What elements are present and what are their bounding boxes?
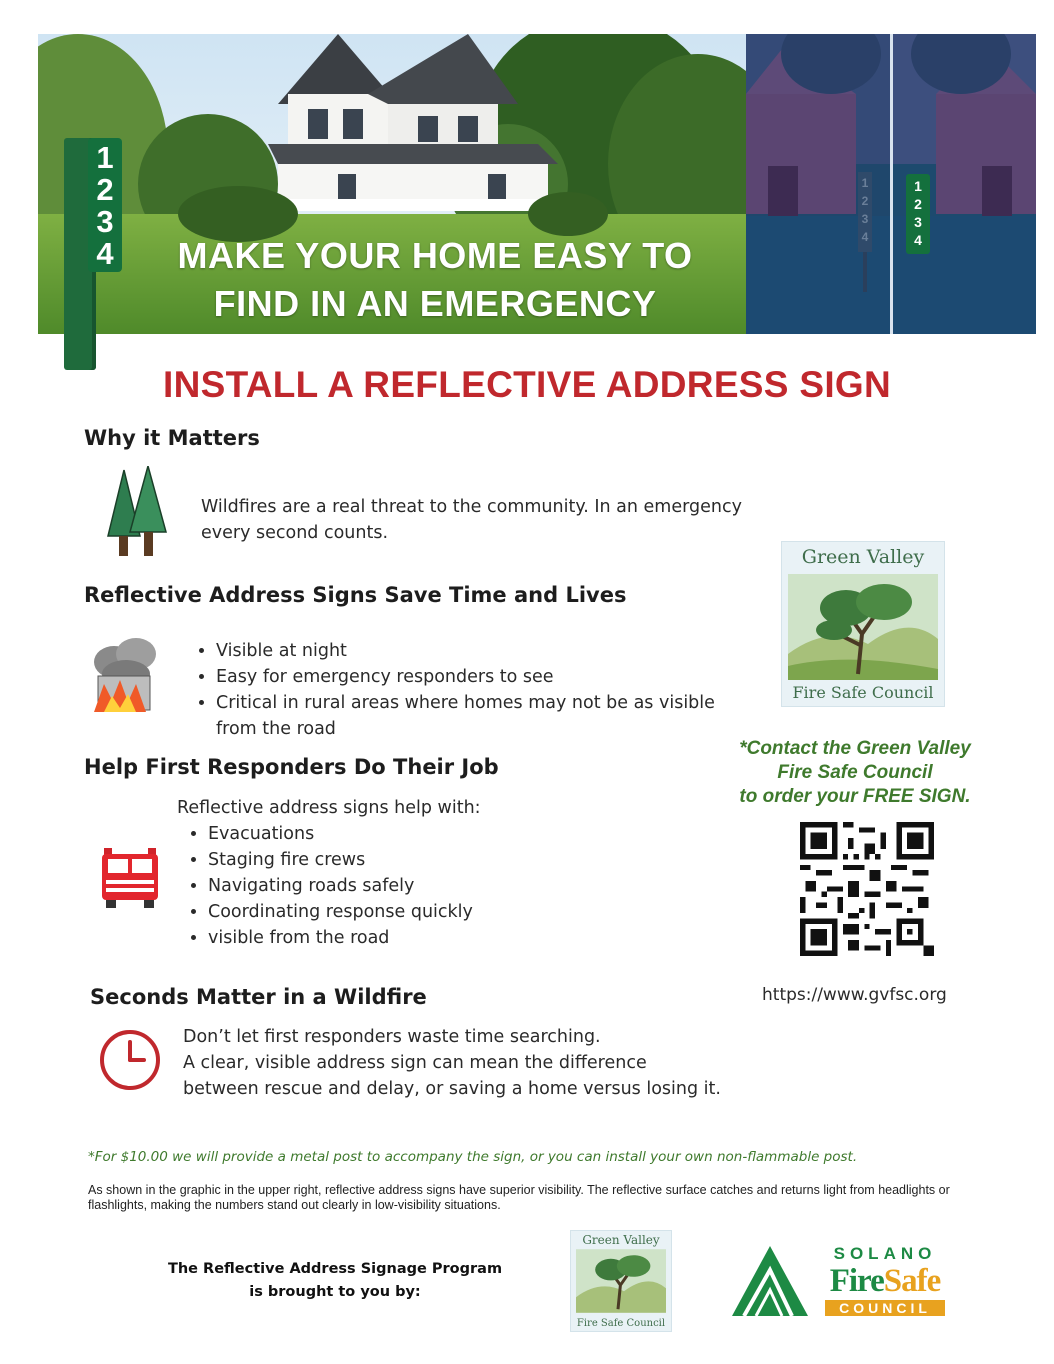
- sign-digit: 2: [96, 172, 114, 207]
- qr-code[interactable]: [800, 822, 934, 960]
- green-valley-logo: [781, 541, 945, 707]
- list-item: • Coordinating response quickly: [208, 899, 606, 925]
- solano-fire-safe-council-logo: [820, 1244, 950, 1316]
- help-bullet-list: [186, 821, 606, 951]
- list-item: • Critical in rural areas where homes may not be as visible from the road: [216, 690, 736, 742]
- council-wordmark: COUNCIL: [825, 1300, 945, 1316]
- contact-callout: [716, 737, 994, 809]
- help-heading: Help First Responders Do Their Job: [84, 755, 499, 779]
- why-text: [201, 494, 781, 546]
- hero-title: [110, 232, 760, 328]
- svg-text:2: 2: [914, 196, 922, 212]
- svg-text:2: 2: [861, 194, 869, 208]
- list-item: • visible from the road: [208, 925, 606, 951]
- sign-digit: 1: [96, 140, 114, 175]
- help-intro: Reflective address signs help with:: [177, 798, 481, 818]
- fire-truck-icon: [100, 846, 160, 914]
- safe-word: Safe: [883, 1263, 941, 1299]
- oak-tree-illustration: [788, 574, 938, 680]
- oak-tree-illustration: [576, 1249, 666, 1313]
- night-houses-illustration: [746, 34, 1036, 334]
- hero-title-line1: MAKE YOUR HOME EASY TO: [177, 235, 693, 276]
- why-text-line1: Wildfires are a real threat to the community. In an emergency: [201, 497, 742, 517]
- sign-digit: 4: [96, 236, 114, 271]
- green-valley-logo-small: [570, 1230, 672, 1332]
- post-footnote: *For $10.00 we will provide a metal post to accompany the sign, or you can install your own non-flammable post.: [88, 1149, 858, 1165]
- seconds-text: [183, 1024, 763, 1102]
- sign-digit: 3: [96, 204, 114, 239]
- save-bullet-list: [194, 638, 754, 742]
- clock-icon: [98, 1028, 162, 1096]
- hero-title-line2: FIND IN AN EMERGENCY: [213, 283, 657, 324]
- svg-text:1: 1: [914, 178, 922, 194]
- solano-triangle-logo-icon: [730, 1244, 820, 1320]
- firesafe-wordmark: [820, 1264, 950, 1298]
- list-item: • Evacuations: [208, 821, 606, 847]
- list-item: • Easy for emergency responders to see: [216, 664, 754, 690]
- pine-trees-icon: [104, 466, 170, 562]
- logo-title: Green Valley: [801, 546, 925, 568]
- seconds-line2: A clear, visible address sign can mean the difference: [183, 1053, 647, 1073]
- svg-text:4: 4: [861, 230, 869, 244]
- seconds-line3: between rescue and delay, or saving a home versus losing it.: [183, 1079, 721, 1099]
- credit-line1: The Reflective Address Signage Program: [167, 1261, 503, 1277]
- svg-text:3: 3: [914, 214, 922, 230]
- save-heading: Reflective Address Signs Save Time and Lives: [84, 583, 627, 607]
- contact-line1: *Contact the Green Valley: [739, 738, 971, 759]
- contact-line3: to order your FREE SIGN.: [739, 786, 971, 807]
- logo-subtitle: Fire Safe Council: [792, 683, 934, 702]
- credit-line2: is brought to you by:: [249, 1284, 421, 1300]
- burning-house-icon: [90, 634, 168, 718]
- svg-text:4: 4: [914, 232, 922, 248]
- night-visibility-graphic: [746, 34, 1036, 334]
- svg-text:1: 1: [861, 176, 869, 190]
- page-title: INSTALL A REFLECTIVE ADDRESS SIGN: [162, 364, 892, 405]
- fire-word: Fire: [829, 1263, 884, 1299]
- logo-title: Green Valley: [582, 1233, 660, 1247]
- list-item: • Staging fire crews: [208, 847, 606, 873]
- svg-text:3: 3: [861, 212, 869, 226]
- seconds-heading: Seconds Matter in a Wildfire: [90, 985, 427, 1009]
- seconds-line1: Don’t let first responders waste time searching.: [183, 1027, 601, 1047]
- list-item: • Navigating roads safely: [208, 873, 606, 899]
- contact-line2: Fire Safe Council: [777, 762, 933, 783]
- program-credit: [160, 1258, 510, 1304]
- logo-subtitle: Fire Safe Council: [576, 1318, 666, 1329]
- visibility-note: As shown in the graphic in the upper right, reflective address signs have superior visibility. The reflective surface catches and returns light from headlights or flashlights, making the numbers stand out clearly in low-visibility situations.: [88, 1183, 950, 1212]
- website-link[interactable]: https://www.gvfsc.org: [762, 985, 947, 1005]
- why-text-line2: every second counts.: [201, 523, 389, 543]
- why-heading: Why it Matters: [84, 426, 260, 450]
- list-item: • Visible at night: [216, 638, 754, 664]
- solano-wordmark: SOLANO: [833, 1244, 937, 1263]
